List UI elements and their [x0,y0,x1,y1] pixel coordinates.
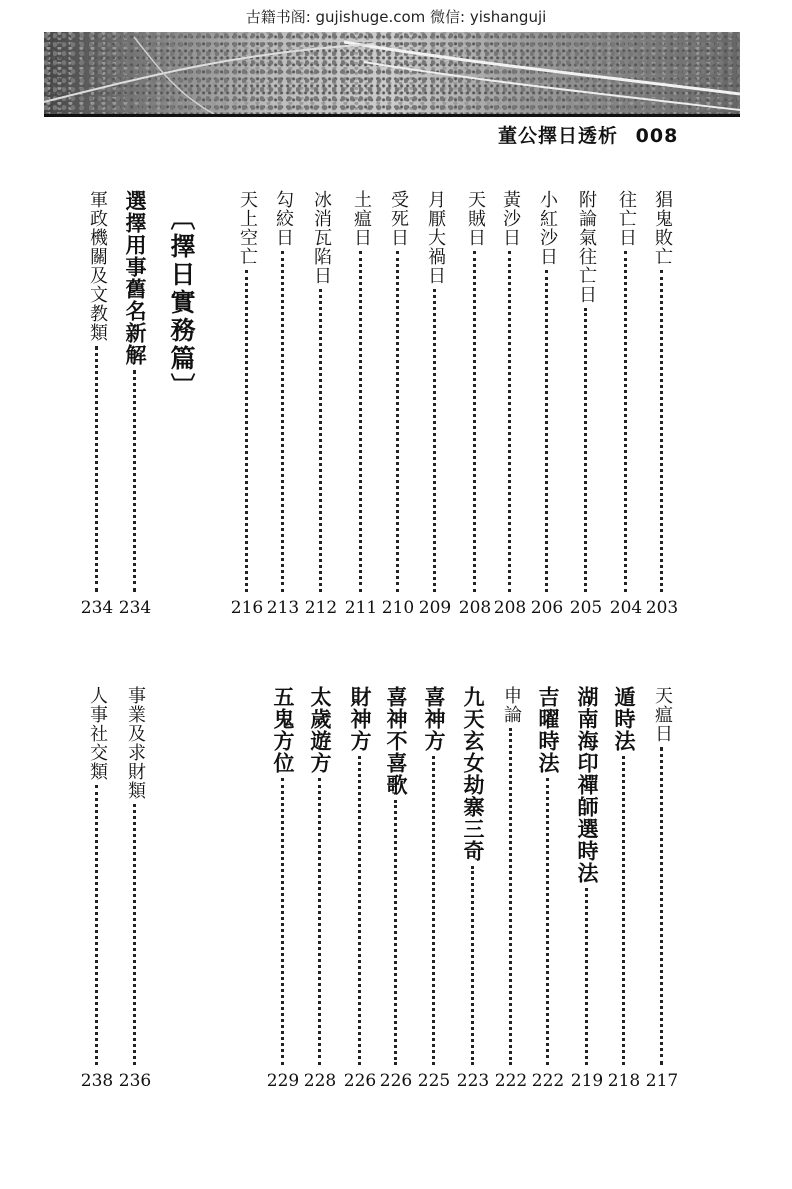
toc-entry-title: 天上空亡 [237,190,258,266]
dot-leader [433,289,436,592]
toc-entry [305,686,335,1095]
toc-entry-title: 天賊日 [465,190,486,247]
toc-entry [609,686,639,1095]
toc-entry [381,686,411,1095]
toc-entry-title: 太歲遊方 [308,686,332,774]
toc-entry-page: 234 [118,598,152,618]
dot-leader [509,728,512,1065]
toc-entry [306,190,336,622]
toc-entry-page: 209 [418,598,452,618]
toc-entry-page: 205 [569,598,603,618]
toc-entry-title: 勾絞日 [273,190,294,247]
dot-leader [133,370,136,592]
toc-entry [268,686,298,1095]
dot-leader [245,270,248,592]
toc-entry-title: 吉曜時法 [536,686,560,774]
toc-entry [232,190,262,622]
toc-entry-title: 附論氣往亡日 [576,190,597,304]
toc-entry-page: 228 [303,1071,337,1091]
toc-entry-page: 211 [344,598,378,618]
header-rule [44,114,740,117]
toc-entry-page: 218 [607,1071,641,1091]
dot-leader [394,800,397,1065]
toc-entry [533,686,563,1095]
watermark-text: 古籍书阁: gujishuge.com 微信: yishanguji [245,8,547,26]
toc-entry-page: 219 [570,1071,604,1091]
toc-entry-title: 申論 [501,686,522,724]
toc-entry-title: 黃沙日 [500,190,521,247]
dot-leader [508,251,511,592]
dot-leader [432,756,435,1065]
toc-entry-title: 受死日 [388,190,409,247]
header-banner-image [44,32,740,116]
toc-entry [647,686,677,1095]
dot-leader [473,251,476,592]
toc-entry-page: 222 [531,1071,565,1091]
toc-entry-page: 204 [609,598,643,618]
toc-entry [345,686,375,1095]
toc-entry-page: 213 [266,598,300,618]
section-heading: 〔擇日實務篇〕 [167,205,196,401]
toc-entry [496,686,526,1095]
toc-entry-page: 208 [458,598,492,618]
toc-entry [460,190,490,622]
dot-leader [660,747,663,1065]
dot-leader [281,778,284,1065]
book-title-text: 董公擇日透析 [498,125,619,147]
page-number: 008 [635,125,679,147]
toc-entry-page: 229 [266,1071,300,1091]
toc-entry-title: 九天玄女劫寨三奇 [461,686,485,862]
toc-entry [647,190,677,622]
toc-entry-title: 喜神方 [422,686,446,752]
toc-entry [82,190,112,622]
dot-leader [622,756,625,1065]
dot-leader [396,251,399,592]
toc-entry [532,190,562,622]
toc-entry-page: 203 [645,598,679,618]
dot-leader [133,804,136,1065]
toc-entry-title: 喜神不喜歌 [384,686,408,796]
toc-entry-page: 222 [494,1071,528,1091]
toc-entry-title: 猖鬼敗亡 [652,190,673,266]
toc-entry [419,686,449,1095]
dot-leader [318,778,321,1065]
toc-entry-title: 土瘟日 [351,190,372,247]
toc-entry [346,190,376,622]
toc-entry-title: 軍政機關及文教類 [87,190,108,342]
toc-entry [383,190,413,622]
toc-entry-page: 216 [230,598,264,618]
toc-entry-page: 226 [343,1071,377,1091]
dot-leader [358,756,361,1065]
toc-entry-title: 人事社交類 [87,686,108,781]
dot-leader [281,251,284,592]
toc-entry [120,190,150,622]
toc-entry-page: 234 [80,598,114,618]
toc-entry-title: 月厭大禍日 [425,190,446,285]
toc-entry-title: 五鬼方位 [271,686,295,774]
dot-leader [471,866,474,1065]
toc-entry-title: 往亡日 [616,190,637,247]
dot-leader [95,346,98,592]
toc-entry-title: 冰消瓦陷日 [311,190,332,285]
toc-entry-page: 236 [118,1071,152,1091]
toc-entry-title: 選擇用事舊名新解 [123,190,147,366]
toc-entry [572,686,602,1095]
dot-leader [546,778,549,1065]
toc-entry-page: 206 [530,598,564,618]
toc-entry-title: 小紅沙日 [537,190,558,266]
toc-entry [120,686,150,1095]
toc-entry-page: 226 [379,1071,413,1091]
toc-entry-title: 湖南海印禪師選時法 [575,686,599,884]
toc-entry [82,686,112,1095]
toc-entry-title: 遁時法 [612,686,636,752]
toc-entry [571,190,601,622]
toc-entry-page: 208 [493,598,527,618]
toc-entry-title: 事業及求財類 [125,686,146,800]
toc-entry-title: 天瘟日 [652,686,673,743]
dot-leader [624,251,627,592]
dot-leader [585,888,588,1065]
dot-leader [359,251,362,592]
dot-leader [319,289,322,592]
toc-entry-title: 財神方 [348,686,372,752]
toc-entry [611,190,641,622]
dot-leader [545,270,548,592]
toc-entry-page: 217 [645,1071,679,1091]
book-title [498,121,708,148]
toc-entry [420,190,450,622]
dot-leader [584,308,587,592]
toc-entry-page: 212 [304,598,338,618]
toc-entry-page: 238 [80,1071,114,1091]
toc-entry-page: 223 [456,1071,490,1091]
toc-entry [495,190,525,622]
toc-entry-page: 210 [381,598,415,618]
dot-leader [660,270,663,592]
toc-entry [458,686,488,1095]
toc-entry [268,190,298,622]
toc-entry-page: 225 [417,1071,451,1091]
dot-leader [95,785,98,1065]
